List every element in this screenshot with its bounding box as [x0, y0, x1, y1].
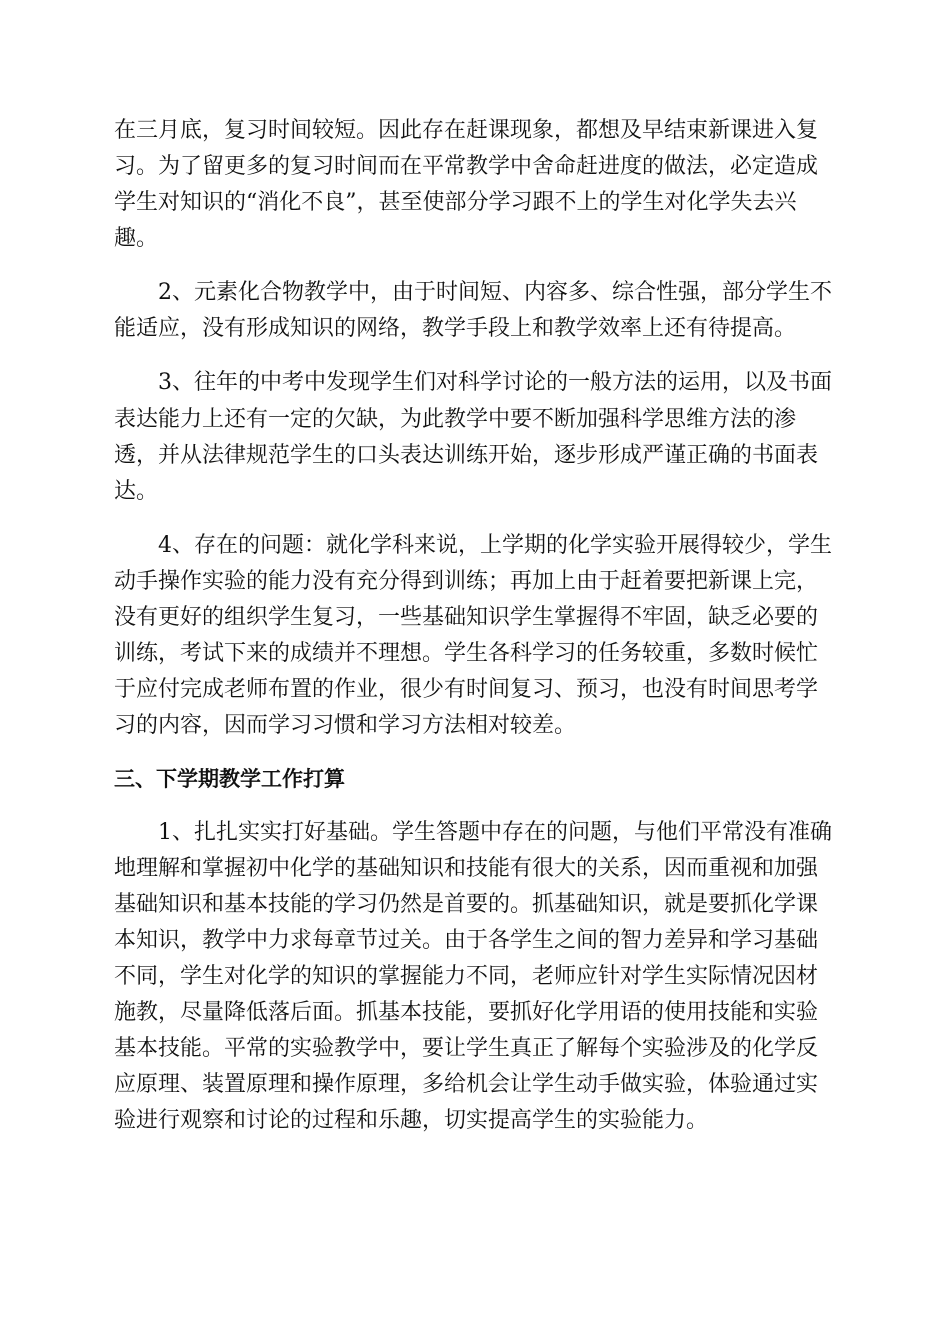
section-paragraph-1: 1、扎扎实实打好基础。学生答题中存在的问题，与他们平常没有准确地理解和掌握初中化学的基础知识和技能有很大的关系，因而重视和加强基础知识和基本技能的学习仍然是首要的。抓基础知识，就是要抓化学课本知识，教学中力求每章节过关。由于各学生之间的智力差异和学习基础不同，学生对化学的知识的掌握能力不同，老师应针对学生实际情况因材施教，尽量降低落后面。抓基本技能，要抓好化学用语的使用技能和实验基本技能。平常的实验教学中，要让学生真正了解每个实验涉及的化学反应原理、装置原理和操作原理，多给机会让学生动手做实验，体验通过实验进行观察和讨论的过程和乐趣，切实提高学生的实验能力。	[114, 819, 832, 1134]
paragraph-item-2: 2、元素化合物教学中，由于时间短、内容多、综合性强，部分学生不能适应，没有形成知识的网络，教学手段上和教学效率上还有待提高。	[114, 280, 832, 342]
document-body	[114, 113, 832, 1157]
section-heading: 三、下学期教学工作打算	[114, 767, 345, 792]
paragraph-item-3: 3、往年的中考中发现学生们对科学讨论的一般方法的运用，以及书面表达能力上还有一定的欠缺，为此教学中要不断加强科学思维方法的渗透，并从法律规范学生的口头表达训练开始，逐步形成严谨正确的书面表达。	[114, 370, 832, 504]
paragraph-continuation: 在三月底，复习时间较短。因此存在赶课现象，都想及早结束新课进入复习。为了留更多的复习时间而在平常教学中舍命赶进度的做法，必定造成学生对知识的“消化不良”，甚至使部分学习跟不上的学生对化学失去兴趣。	[114, 118, 819, 252]
paragraph-item-4: 4、存在的问题：就化学科来说，上学期的化学实验开展得较少，学生动手操作实验的能力没有充分得到训练；再加上由于赶着要把新课上完，没有更好的组织学生复习，一些基础知识学生掌握得不牢固，缺乏必要的训练，考试下来的成绩并不理想。学生各科学习的任务较重，多数时候忙于应付完成老师布置的作业，很少有时间复习、预习，也没有时间思考学习的内容，因而学习习惯和学习方法相对较差。	[114, 532, 832, 739]
